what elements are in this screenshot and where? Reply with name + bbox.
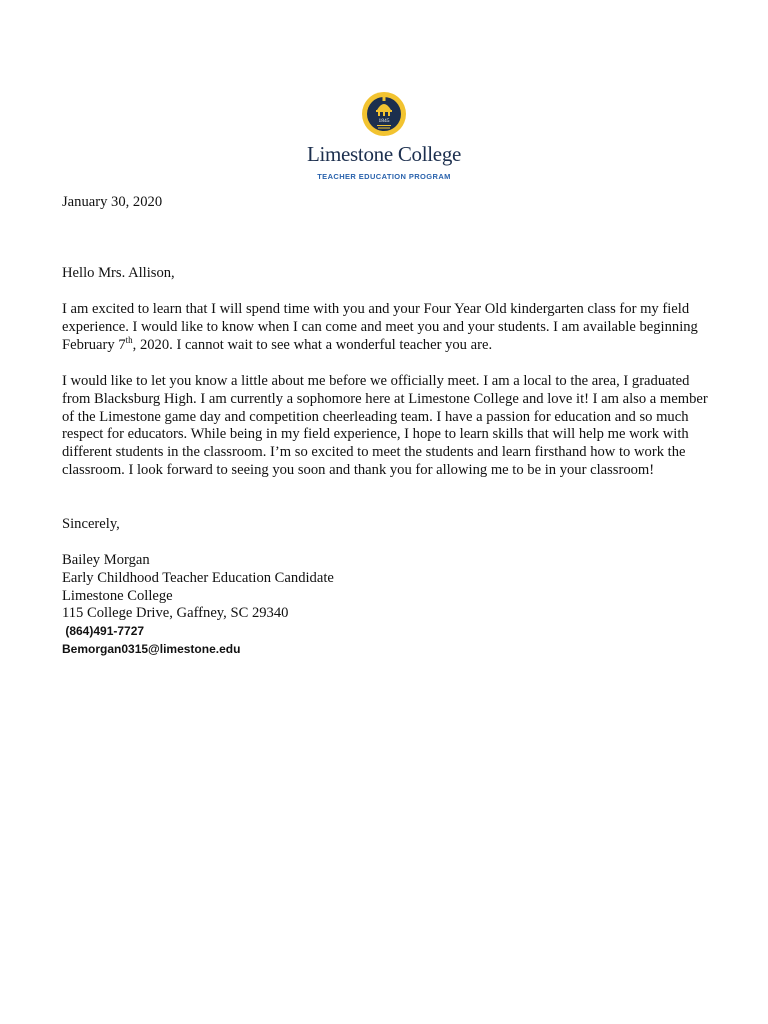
letter-closing: Sincerely,: [62, 516, 120, 532]
letter-paragraph-2: I would like to let you know a little about me before we officially meet. I am a local to the area, I graduated from Blacksburg High. I am currently a sophomore here at Limestone College and love it! I am also a member of the Limestone game day and competition cheerleading team. I have a passion for education and so much respect for educators. While being in my field experience, I hope to learn skills that will help me work with different students in the classroom. I’m so excited to meet the students and learn firsthand how to work the classroom. I look forward to seeing you soon and thank you for allowing me to be in your classroom!: [62, 373, 708, 478]
signer-address: 115 College Drive, Gaffney, SC 29340: [62, 605, 289, 622]
paragraph-1-text-end: , 2020. I cannot wait to see what a wonderful teacher you are.: [132, 336, 493, 353]
ordinal-suffix: th: [125, 334, 133, 345]
paragraph-1-text: I am excited to learn that I will spend time with you and your Four Year Old kindergarten class for my field experience. I would like to know when I can come and meet you and your students. I am available beginning February 7: [62, 301, 698, 353]
letter-greeting: Hello Mrs. Allison,: [62, 265, 175, 281]
program-name: TEACHER EDUCATION PROGRAM: [317, 172, 451, 181]
college-seal-logo: [360, 88, 408, 140]
signature-block: [62, 552, 718, 658]
seal-year: 1845: [378, 118, 390, 124]
signer-phone: (864)491-7727: [62, 624, 145, 639]
signer-institution: Limestone College: [62, 587, 173, 604]
letterhead: [0, 88, 768, 181]
letter-paragraph-1: [62, 301, 718, 354]
college-name: Limestone College: [306, 142, 462, 166]
letter-date: January 30, 2020: [62, 194, 163, 210]
signer-email: Bemorgan0315@limestone.edu: [62, 641, 241, 656]
signer-title: Early Childhood Teacher Education Candidate: [62, 569, 334, 586]
signer-name: Bailey Morgan: [62, 552, 150, 568]
